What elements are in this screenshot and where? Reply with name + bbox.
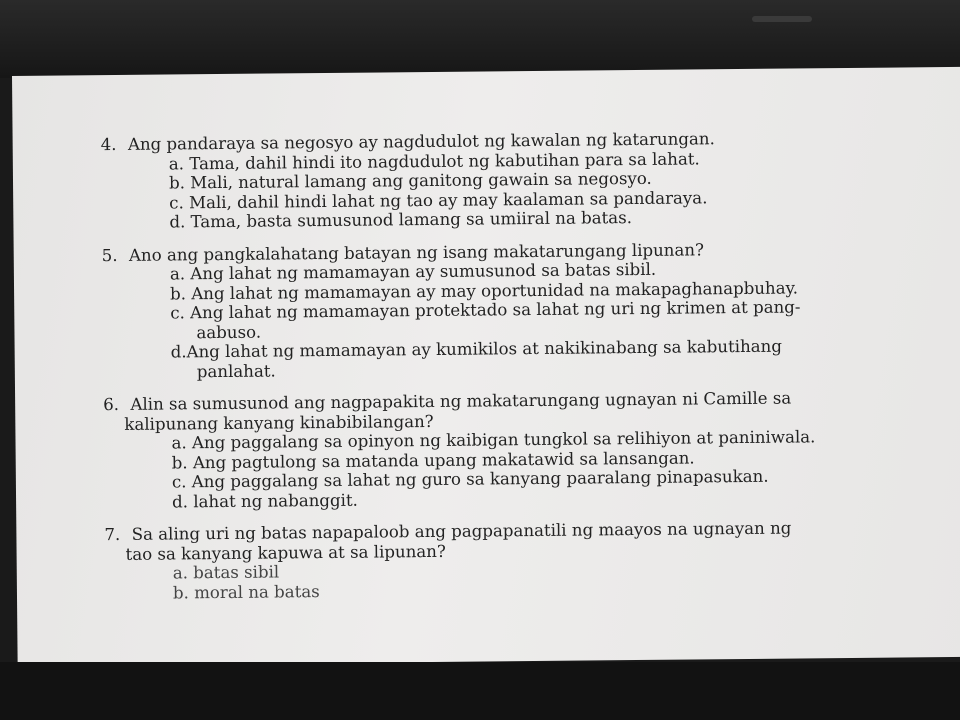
question-5-choice-c-continuation: aabuso. (196, 322, 262, 342)
question-6-choice-d: d. lahat ng nabanggit. (172, 490, 358, 511)
question-7-text: Sa aling uri ng batas napapaloob ang pagpapanatili ng maayos na ugnayan ng (131, 518, 792, 544)
question-6-text: Alin sa sumusunod ang nagpapakita ng makatarungang ugnayan ni Camille sa (130, 388, 792, 414)
question-5-text: Ano ang pangkalahatang batayan ng isang makatarungang lipunan? (128, 239, 705, 265)
question-6-choice-b: b. Ang pagtulong sa matanda upang makatawid sa lansangan. (171, 447, 695, 472)
monitor-bezel-bottom (0, 662, 960, 720)
question-6 (15, 387, 960, 513)
question-5-choice-d-continuation: panlahat. (196, 360, 276, 381)
question-5-choice-c-text: c. Ang lahat ng mamamayan protektado sa lahat ng uri ng krimen at pang- (170, 297, 801, 323)
question-7-choice-a: a. batas sibil (172, 562, 280, 583)
question-4-choice-d: d. Tama, basta sumusunod lamang sa umiiral na batas. (169, 208, 633, 232)
question-7-number: 7. (104, 524, 121, 545)
question-4-text: Ang pandaraya sa negosyo ay nagdudulot ng kawalan ng katarungan. (127, 129, 715, 154)
question-5-choice-a: a. Ang lahat ng mamamayan ay sumusunod sa batas sibil. (169, 259, 657, 284)
question-6-text-line2: kalipunang kanyang kinabibilangan? (124, 411, 434, 434)
question-4-choice-c: c. Mali, dahil hindi lahat ng tao ay may kaalaman sa pandaraya. (169, 187, 708, 212)
question-5-choice-b: b. Ang lahat ng mamamayan ay may oportunidad na makapaghanapbuhay. (170, 277, 799, 303)
question-4-number: 4. (100, 135, 117, 155)
question-5-number: 5. (101, 245, 118, 265)
question-6-number: 6. (103, 394, 120, 415)
question-4 (13, 127, 960, 234)
question-5 (14, 237, 960, 383)
question-7-text-line2: tao sa kanyang kapuwa at sa lipunan? (125, 541, 446, 564)
question-7-choice-b: b. moral na batas (172, 581, 320, 602)
question-7 (16, 517, 960, 604)
question-5-choice-d-text: d.Ang lahat ng mamamayan ay kumikilos at nakikinabang sa kabutihang (170, 336, 783, 362)
webcam-housing (752, 16, 812, 22)
question-6-choice-a: a. Ang paggalang sa opinyon ng kaibigan tungkol sa relihiyon at paniniwala. (171, 427, 816, 453)
question-6-choice-c: c. Ang paggalang sa lahat ng guro sa kanyang paaralang pinapasukan. (171, 466, 769, 492)
document-screen (12, 67, 960, 666)
monitor-bezel-top (0, 0, 960, 78)
question-4-choice-a: a. Tama, dahil hindi ito nagdudulot ng kabutihan para sa lahat. (168, 148, 700, 173)
question-4-choice-b: b. Mali, natural lamang ang ganitong gawain sa negosyo. (168, 168, 652, 193)
